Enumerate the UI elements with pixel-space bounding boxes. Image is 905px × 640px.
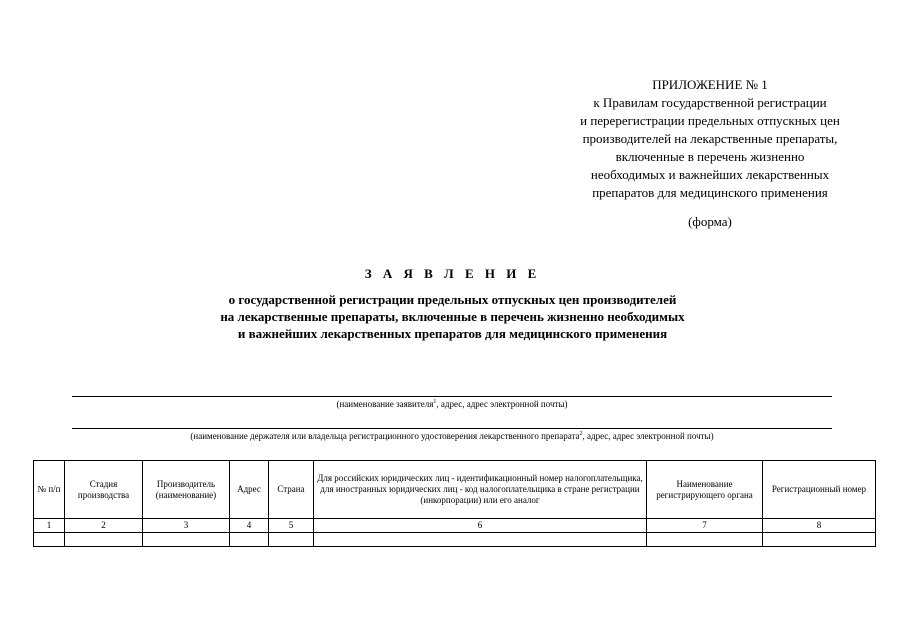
form-label: (форма) — [688, 214, 732, 229]
column-number: 4 — [230, 519, 269, 533]
header-manufacturer: Производитель (наименование) — [143, 461, 230, 519]
column-number: 7 — [647, 519, 763, 533]
header-registering-authority: Наименование регистрирующего органа — [647, 461, 763, 519]
empty-cell[interactable] — [763, 533, 876, 547]
table-row — [34, 533, 876, 547]
appendix-line: необходимых и важнейших лекарственных — [590, 167, 830, 182]
column-number: 5 — [269, 519, 314, 533]
header-stage: Стадия производства — [65, 461, 143, 519]
footnote-marker: 1 — [433, 399, 437, 405]
empty-cell[interactable] — [143, 533, 230, 547]
appendix-line: и перерегистрации предельных отпускных цен — [580, 113, 840, 128]
holder-field-caption: (наименование держателя или владельца регистрационного удостоверения лекарственного препарата$^2$, адрес, адрес электронной почты) — [190, 431, 714, 441]
column-number: 6 — [314, 519, 647, 533]
header-index: № п/п — [34, 461, 65, 519]
column-number: 1 — [34, 519, 65, 533]
empty-cell[interactable] — [34, 533, 65, 547]
empty-cell[interactable] — [647, 533, 763, 547]
holder-field-line[interactable] — [72, 428, 832, 429]
header-country: Страна — [269, 461, 314, 519]
column-number: 8 — [763, 519, 876, 533]
subtitle-line: и важнейших лекарственных препаратов для медицинского применения — [237, 326, 668, 341]
header-registration-number: Регистрационный номер — [763, 461, 876, 519]
table-header-row — [34, 461, 876, 519]
column-number: 3 — [143, 519, 230, 533]
header-tax-id: Для российских юридических лиц - идентификационный номер налогоплательщика, для иностранных юридических лиц - код налогоплательщика в стране регистрации (инкорпорации) или его аналог — [314, 461, 647, 519]
document-title: З А Я В Л Е Н И Е — [364, 266, 541, 281]
column-number-row — [34, 519, 876, 533]
applicant-field-caption: (наименование заявителя$^1$, адрес, адрес электронной почты) — [336, 399, 568, 409]
empty-cell[interactable] — [230, 533, 269, 547]
appendix-line: производителей на лекарственные препараты, — [582, 131, 838, 146]
appendix-block — [540, 76, 880, 202]
appendix-title: ПРИЛОЖЕНИЕ № 1 — [652, 77, 768, 92]
appendix-line: включенные в перечень жизненно — [615, 149, 805, 164]
footnote-marker: 2 — [579, 431, 583, 437]
empty-cell[interactable] — [314, 533, 647, 547]
empty-cell[interactable] — [65, 533, 143, 547]
registration-table — [33, 460, 876, 547]
header-address: Адрес — [230, 461, 269, 519]
empty-cell[interactable] — [269, 533, 314, 547]
subtitle-line: на лекарственные препараты, включенные в перечень жизненно необходимых — [220, 309, 685, 324]
appendix-line: к Правилам государственной регистрации — [593, 95, 827, 110]
column-number: 2 — [65, 519, 143, 533]
appendix-line: препаратов для медицинского применения — [592, 185, 828, 200]
document-subtitle — [0, 291, 905, 342]
subtitle-line: о государственной регистрации предельных отпускных цен производителей — [228, 292, 677, 307]
applicant-field-line[interactable] — [72, 396, 832, 397]
